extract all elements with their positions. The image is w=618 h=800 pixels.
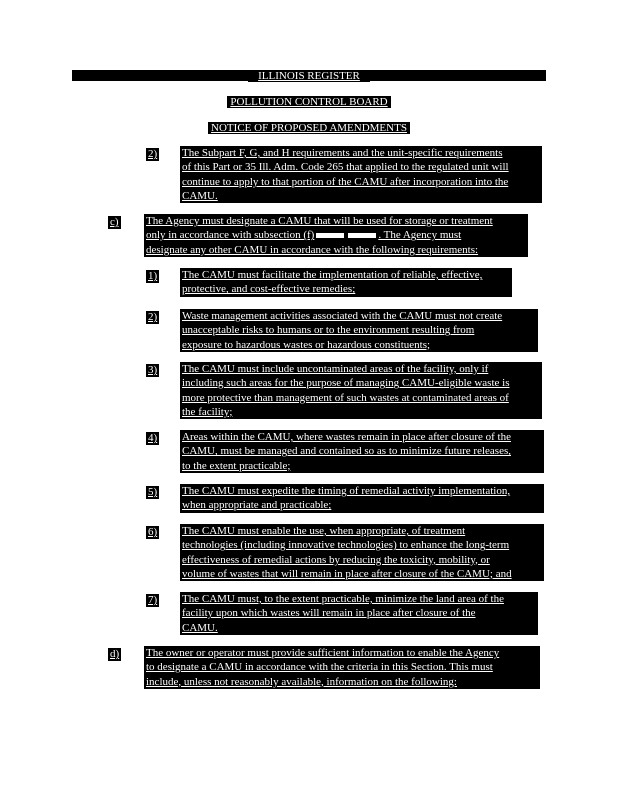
- paragraph-item-6: [180, 524, 544, 581]
- item-label: 2): [148, 311, 158, 323]
- text-line: The CAMU must, to the extent practicable, minimize the land area of the: [182, 593, 504, 605]
- item-label: 5): [148, 486, 158, 498]
- text-line: CAMU.: [182, 189, 218, 202]
- text-line: CAMU.: [182, 621, 218, 634]
- text-line: The Agency must designate a CAMU that will be used for storage or treatment: [146, 215, 493, 227]
- text-line: Waste management activities associated with the CAMU must not create: [182, 310, 503, 322]
- text-line: The CAMU must facilitate the implementation of reliable, effective,: [182, 269, 483, 281]
- item-label: 3): [148, 364, 158, 376]
- register-title: ILLINOIS REGISTER: [0, 70, 618, 83]
- text-line: facility upon which wastes will remain in place after closure of the: [182, 607, 476, 620]
- section-label: d): [110, 648, 120, 660]
- text-line: effectiveness of remedial actions by reducing the toxicity, mobility, or: [182, 553, 490, 566]
- text-line: of this Part or 35 Ill. Adm. Code 265 that applied to the regulated unit will: [182, 161, 509, 174]
- text-line: The Subpart F, G, and H requirements and the unit-specific requirements: [182, 147, 503, 159]
- text-line: volume of wastes that will remain in place after closure of the CAMU; and: [182, 567, 512, 580]
- paragraph-item-3: [180, 362, 542, 419]
- text-line: The CAMU must expedite the timing of remedial activity implementation,: [182, 485, 511, 497]
- item-label: 1): [148, 270, 158, 282]
- paragraph-section-d: [144, 646, 540, 689]
- paragraph-item-1: [180, 268, 512, 297]
- paragraph-section-c: [144, 214, 528, 257]
- paragraph-item-7: [180, 592, 538, 635]
- item-label: 2): [148, 148, 158, 160]
- item-label: 7): [148, 594, 158, 606]
- paragraph-item-2-prev: [180, 146, 542, 203]
- section-label: c): [110, 216, 119, 228]
- redaction-mark: [316, 233, 344, 238]
- text-line: when appropriate and practicable;: [182, 499, 332, 512]
- text-line: protective, and cost-effective remedies;: [182, 283, 356, 296]
- text-line: exposure to hazardous wastes or hazardous constituents;: [182, 338, 431, 351]
- text-line: The CAMU must include uncontaminated areas of the facility, only if: [182, 363, 489, 375]
- text-line: including such areas for the purpose of managing CAMU-eligible waste is: [182, 377, 510, 390]
- text-line: Areas within the CAMU, where wastes remain in place after closure of the: [182, 431, 511, 443]
- item-label: 4): [148, 432, 158, 444]
- text-line: technologies (including innovative technologies) to enhance the long-term: [182, 539, 510, 552]
- text-line: designate any other CAMU in accordance with the following requirements:: [146, 243, 479, 256]
- text-line: the facility;: [182, 405, 233, 418]
- text-line: unacceptable risks to humans or to the environment resulting from: [182, 324, 475, 337]
- text-line: The CAMU must enable the use, when appropriate, of treatment: [182, 525, 466, 537]
- item-label: 6): [148, 526, 158, 538]
- board-title: POLLUTION CONTROL BOARD: [0, 96, 618, 109]
- paragraph-item-4: [180, 430, 544, 473]
- notice-title: NOTICE OF PROPOSED AMENDMENTS: [0, 122, 618, 135]
- text-line: CAMU, must be managed and contained so as to minimize future releases,: [182, 445, 511, 458]
- paragraph-item-2: [180, 309, 538, 352]
- text-line: only in accordance with subsection (f) . The Agency must: [146, 229, 462, 242]
- text-line: include, unless not reasonably available, information on the following:: [146, 675, 457, 688]
- text-line: more protective than management of such wastes at contaminated areas of: [182, 391, 509, 404]
- text-line: to designate a CAMU in accordance with the criteria in this Section. This must: [146, 661, 493, 674]
- redaction-mark: [348, 233, 376, 238]
- text-line: The owner or operator must provide sufficient information to enable the Agency: [146, 647, 500, 659]
- text-line: continue to apply to that portion of the CAMU after incorporation into the: [182, 175, 509, 188]
- paragraph-item-5: [180, 484, 544, 513]
- text-line: to the extent practicable;: [182, 459, 291, 472]
